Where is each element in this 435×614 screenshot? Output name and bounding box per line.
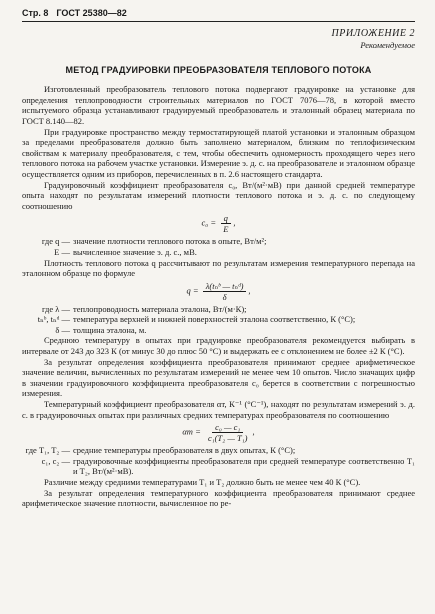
page-header [22,8,415,19]
formula-alpha-fraction [205,422,251,443]
paragraph-9: За результат определения температурного коэффициента преобразователя принимают среднее арифметическое значение плотности, вычисленное по ре- [22,487,415,509]
legend-text: значение плотности теплового потока в опыте, Вт/м²; [73,236,267,247]
legend-row [22,445,415,456]
legend-row [22,304,415,315]
legend-text: теплопроводность материала эталона, Вт/(м·К); [73,303,247,314]
formula-alpha-lhs: αт [182,426,193,437]
paragraph-1: Изготовленный преобразователь теплового потока подвергают градуировке на установке для определения теплопроводности строительных материалов по ГОСТ 7076—78, в которой вместо испытуемого образца устанавливают градуируемый преобразователь и эталонный образец материала по ГОСТ 8.140—82. [22,84,415,126]
paragraph-4: Плотность теплового потока q рассчитывают по результатам измерения температурного перепада на эталонном образце по формуле [22,257,415,279]
formula-c0-denominator: E [223,224,229,235]
formula-q-numerator: λ(tₙᵇ — tₙᵈ) [203,281,247,292]
formula-q-denominator: δ [222,291,227,302]
legend-row [22,456,415,477]
formula-c0-lhs: c₀ [201,217,209,228]
legend-alpha [22,445,415,477]
header-rule [22,21,415,22]
legend-symbol: где λ — [41,303,70,314]
legend-row [22,236,415,247]
page-label: Стр. 8 [22,8,49,18]
legend-q [22,304,415,336]
legend-text: температура верхней и нижней поверхностей эталона соответственно, К (°С); [73,314,356,325]
legend-row [22,325,415,336]
paragraph-5: Среднюю температуру в опытах при градуировке преобразователя рекомендуется выбирать в интервале от 243 до 323 К (от минус 30 до плюс 50 °С) и выдержать ее с отклонением не более ±2 К (°С). [22,335,415,357]
legend-symbol: δ — [55,324,70,335]
paragraph-8: Различие между средними температурами T₁ и T₂ должно быть не менее чем 40 К (°С). [44,477,361,487]
legend-text: вычисленное значение э. д. с., мВ. [73,246,197,257]
legend-symbol: tₙᵇ, tₙᵈ — [37,314,70,325]
paragraph-6: За результат определения коэффициента преобразователя принимают среднее арифметическое значение величин, вычисленных по результатам измерений не менее чем 10 опытов. Число значащих цифр в значении градуировочного коэффициента преобразователя c₀ берется в соответствии с погрешностью измерения. [22,356,415,399]
legend-symbol: где q — [41,236,70,247]
paragraph-3: Градуировочный коэффициент преобразователя c₀, Вт/(м²·мВ) при данной средней температуре опыта находят по результатам измерений плотности теплового потока и э. д. с. по следующему соотношению [22,179,415,211]
formula-alpha: αт = $\frac{\text{c₀ — c₁}}{\text{c₁(T₂ — T₁)}}$ , [182,422,255,444]
formula-alpha-denominator: c₁(T₂ — T₁) [207,433,248,444]
paragraph-7: Температурный коэффициент преобразователя αт, К⁻¹ (°С⁻¹), находят по результатам измерений э. д. с. в градуировочных опытах при различных средних температурах преобразователя по соотношению [22,399,415,420]
formula-q-fraction [203,281,247,302]
paragraph-2: При градуировке пространство между термостатирующей платой установки и эталонным образцом за пределами преобразователя должно быть заполнено материалом, близким по теплофизическим свойствам к материалу преобразователя, с тем, чтобы обеспечить одномерность проходящего через него теплового потока на рабочем участке установки. Измерение э. д. с. на преобразователе и эталонном образце осуществляется одним из приборов, перечисленных в п. 2.6 настоящего стандарта. [22,126,415,179]
legend-symbol: где T₁, T₂ — [25,445,70,456]
legend-symbol: E — [54,246,70,257]
legend-text: толщина эталона, м. [73,324,147,335]
formula-c0: c₀ = $\frac{q}{E}$ , [201,213,236,235]
formula-c0-fraction [220,213,231,234]
standard-code: ГОСТ 25380—82 [56,8,127,18]
appendix-subtitle: Рекомендуемое [360,39,415,50]
legend-text: средние температуры преобразователя в двух опытах, К (°С); [73,445,296,456]
legend-row [22,247,415,258]
section-title: МЕТОД ГРАДУИРОВКИ ПРЕОБРАЗОВАТЕЛЯ ТЕПЛОВОГО ПОТОКА [65,64,372,75]
legend-text: градуировочные коэффициенты преобразователя при средней температуре соответственно T₁ и T₂, Вт/(м²·мВ). [73,455,415,477]
formula-alpha-numerator: c₀ — c₁ [212,422,243,433]
appendix-heading [22,28,415,51]
legend-symbol: c₁, c₂ — [41,455,70,466]
formula-q: q = $\frac{\text{λ(tₙᵇ — tₙᵈ)}}{\delta}$ , [186,280,251,302]
formula-q-lhs: q [186,285,191,296]
legend-row [22,314,415,325]
formula-c0-numerator: q [221,213,231,224]
appendix-title: ПРИЛОЖЕНИЕ 2 [331,27,415,39]
legend-c0 [22,236,415,257]
